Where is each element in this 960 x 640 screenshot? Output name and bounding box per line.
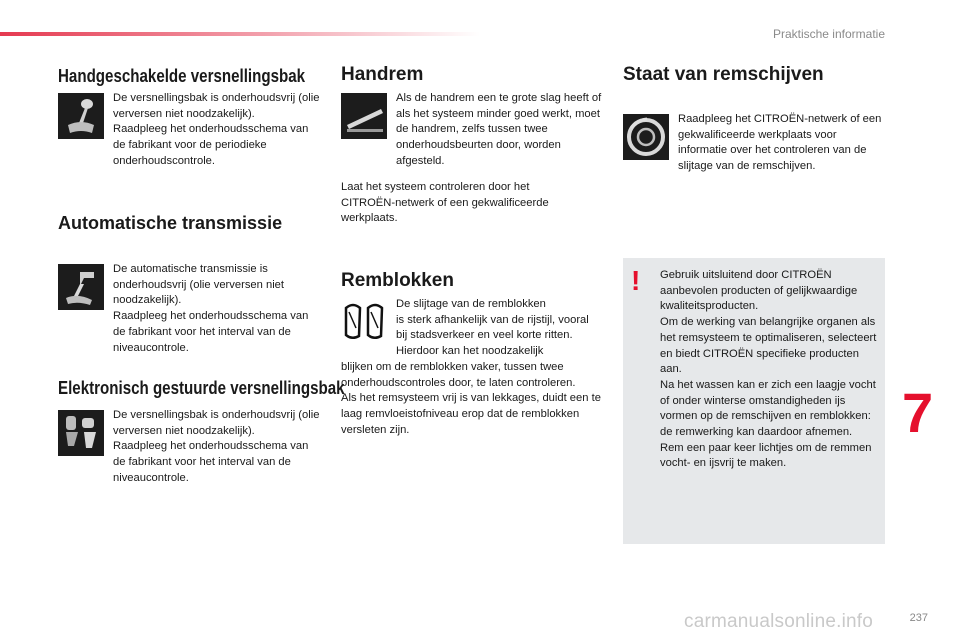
manual-gearbox-title: Handgeschakelde versnellingsbak: [58, 66, 306, 86]
chapter-number: 7: [902, 381, 934, 444]
brake-pads-text-2: blijken om de remblokken vaker, tussen twee onderhoudscontroles door, te laten controleren. Als het remsysteem vrij is van lekkages, duidt een te laag remvloeistofniveau erop dat de remblokken versleten zijn.: [341, 361, 601, 436]
brake-discs-text: Raadpleeg het CITROËN-netwerk of een gekwalificeerde werkplaats voor informatie over het controleren van de slijtage van de remschijven.: [678, 113, 882, 173]
section-header: Praktische informatie: [772, 27, 885, 41]
brake-disc-icon: [623, 114, 669, 160]
brake-pads-text-1: De slijtage van de remblokken is sterk afhankelijk van de rijstijl, vooral bij stadsverkeer en veel korte ritten. Hierdoor kan het noodzakelijk: [396, 298, 589, 358]
brake-discs-title: Staat van remschijven: [623, 64, 824, 85]
handbrake-text-1: Als de handrem een te grote slag heeft of als het systeem minder goed werkt, moet de handrem, zelfs tussen twee onderhoudsbeurten door, worden afgesteld.: [396, 92, 602, 167]
electronic-gearbox-text: De versnellingsbak is onderhoudsvrij (olie verversen niet noodzakelijk). Raadpleeg het onderhoudsschema van de fabrikant voor het interval van de niveaucontrole.: [113, 409, 320, 484]
automatic-gearbox-icon: [58, 264, 104, 310]
handbrake-text-2: Laat het systeem controleren door het CITROËN-netwerk of een gekwalificeerde werkplaats.: [341, 181, 549, 225]
manual-gearbox-icon: [58, 93, 104, 139]
watermark: carmanualsonline.info: [684, 611, 874, 632]
handbrake-title: Handrem: [341, 64, 424, 85]
automatic-transmission-title: Automatische transmissie: [58, 213, 283, 233]
electronic-gearbox-icon: [58, 410, 104, 456]
warning-notice-text: Gebruik uitsluitend door CITROËN aanbevolen producten of gelijkwaardige kwaliteitsproducten. Om de werking van belangrijke organen als het remsysteem te optimaliseren, selecteert en biedt CITROËN specifieke producten aan. Na het wassen kan er zich een laagje vocht of onder winterse omstandigheden ijs vormen op de remschijven en remblokken: de remwerking kan daardoor afnemen. Rem een paar keer lichtjes om de remmen vocht- en ijsvrij te maken.: [660, 269, 877, 470]
page-number: 237: [909, 612, 928, 624]
manual-gearbox-text: De versnellingsbak is onderhoudsvrij (olie verversen niet noodzakelijk). Raadpleeg het onderhoudsschema van de fabrikant voor de periodieke onderhoudscontrole.: [113, 92, 320, 167]
automatic-transmission-text: De automatische transmissie is onderhoudsvrij (olie verversen niet noodzakelijk). Raadpleeg het onderhoudsschema van de fabrikant voor het interval van de niveaucontrole.: [113, 263, 309, 354]
brake-pads-title: Remblokken: [341, 270, 454, 291]
electronic-gearbox-title: Elektronisch gestuurde versnellingsbak: [58, 378, 345, 398]
handbrake-icon: [341, 93, 387, 139]
warning-icon: !: [631, 265, 641, 296]
header-accent-bar: [0, 32, 480, 36]
brake-pads-icon: [341, 298, 387, 344]
